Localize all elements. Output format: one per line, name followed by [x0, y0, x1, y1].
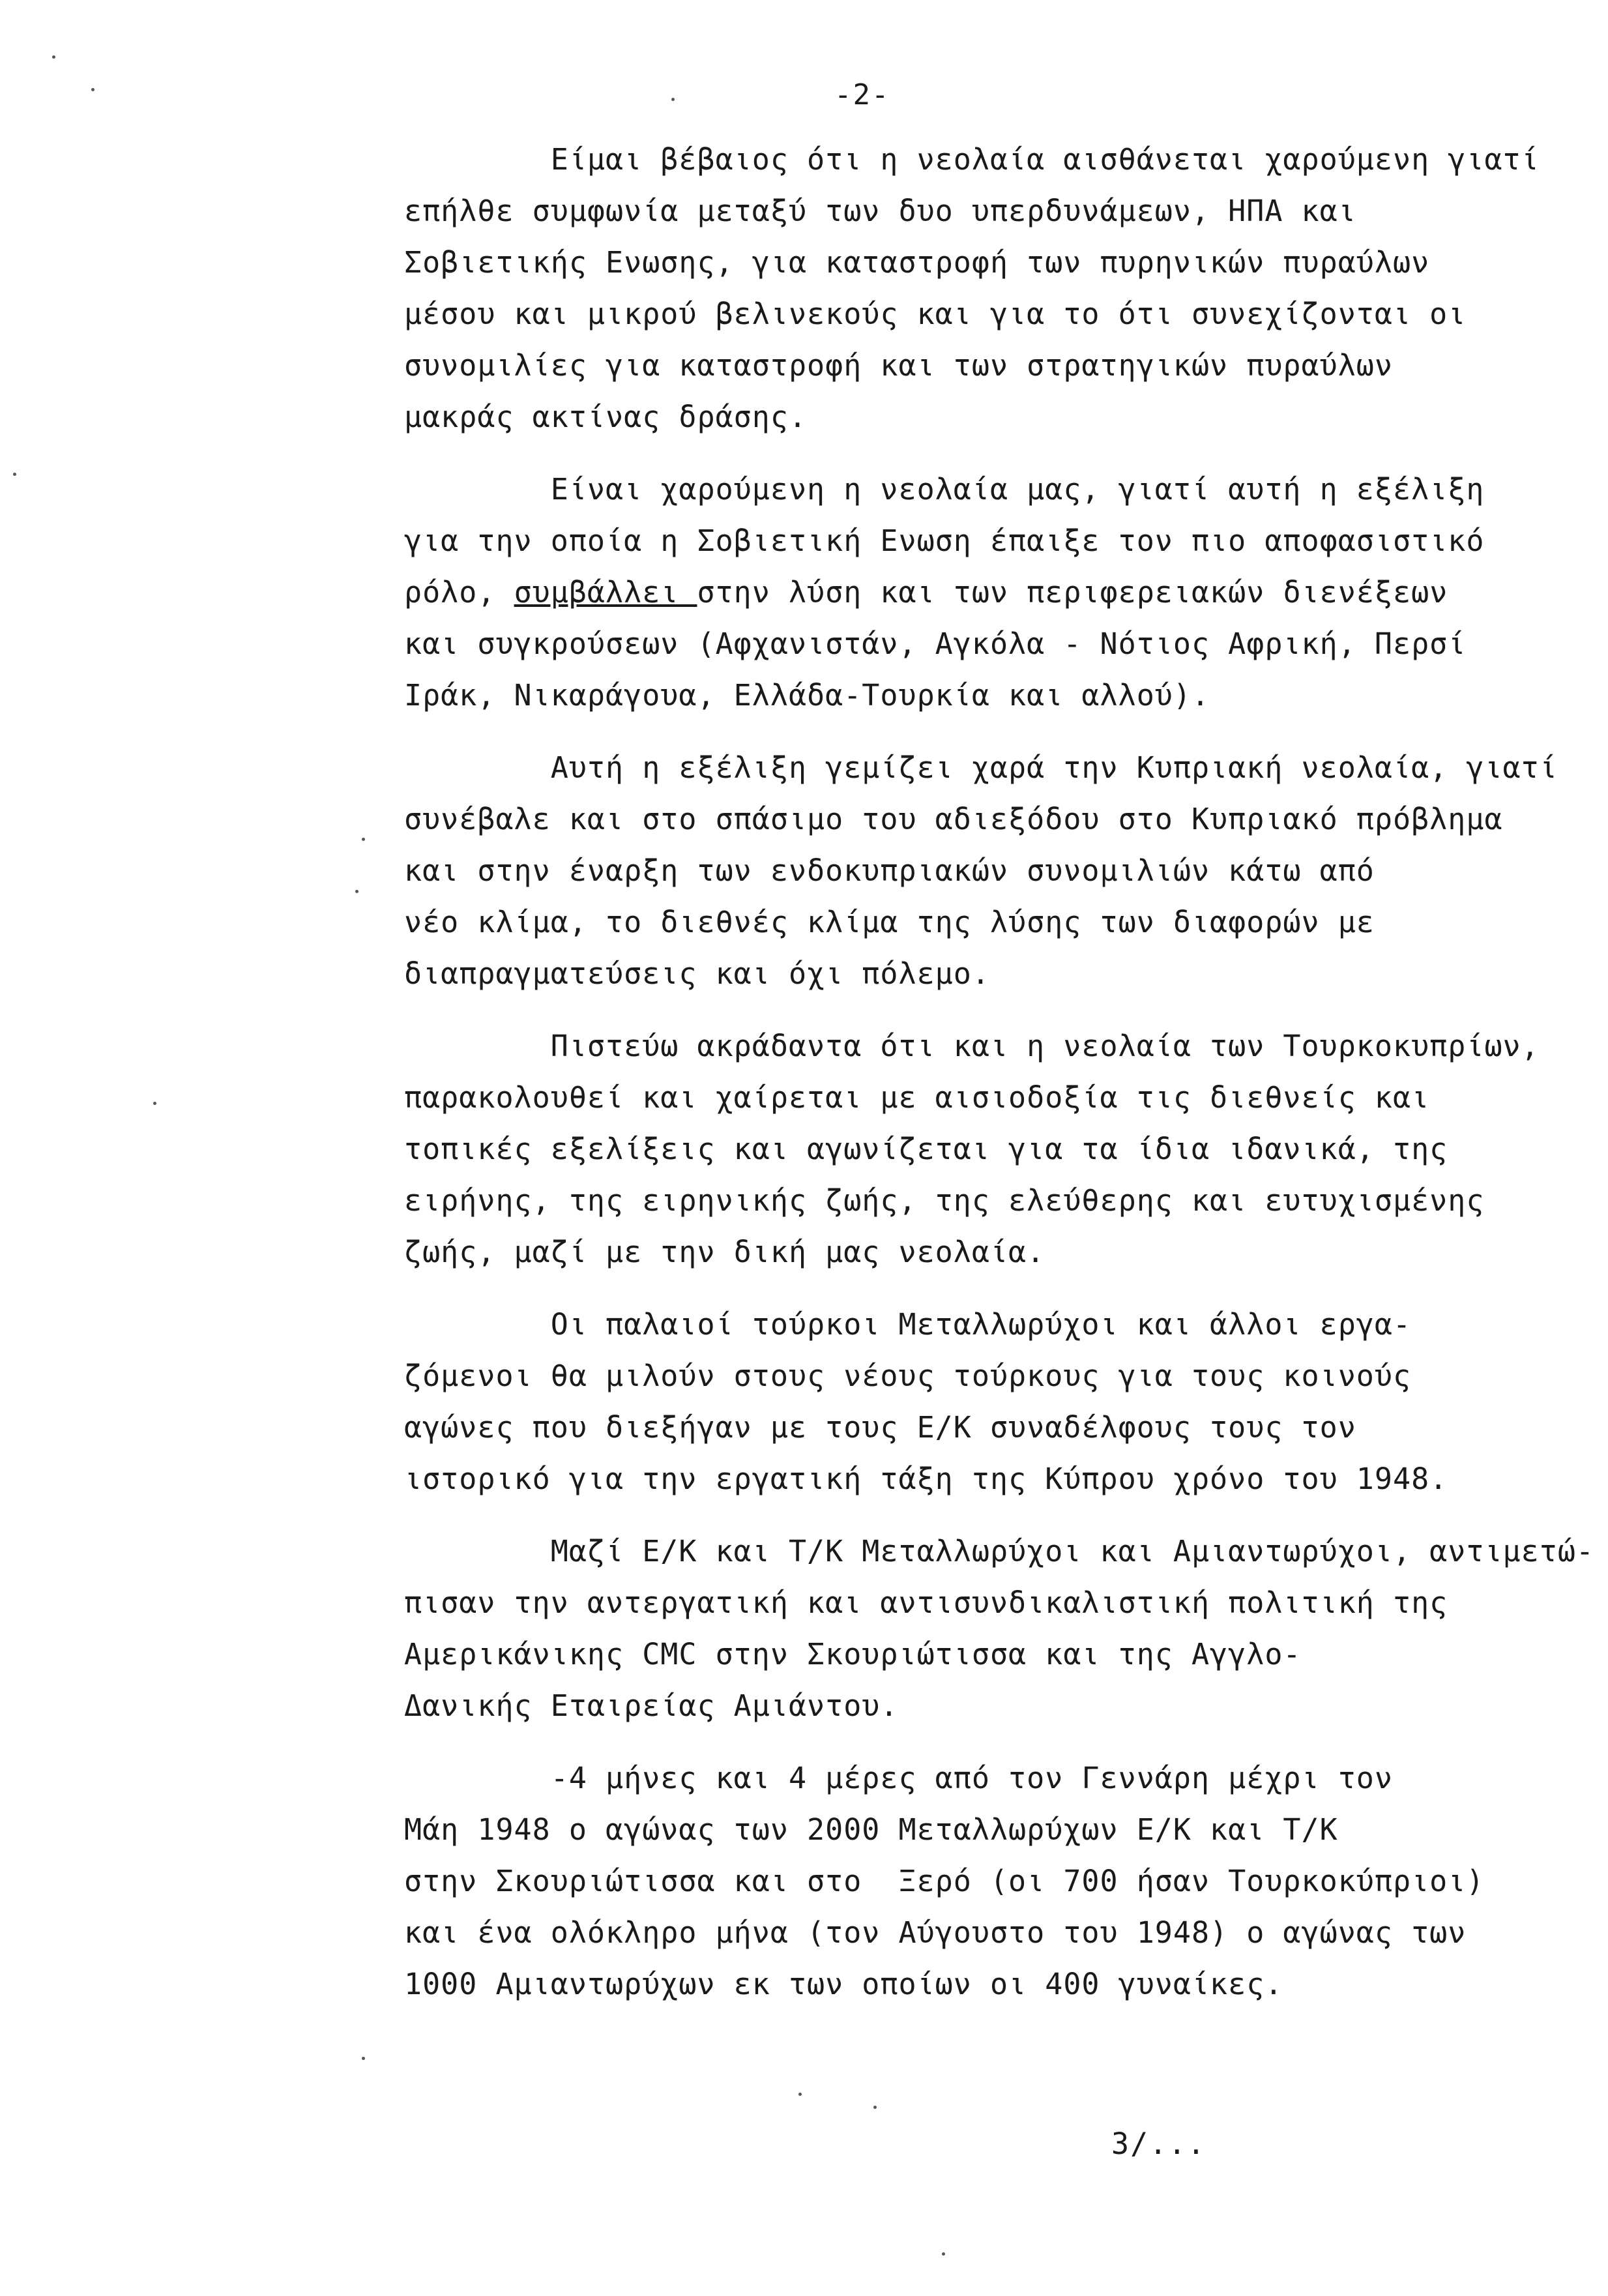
text-line: ειρήνης, της ειρηνικής ζωής, της ελεύθερης και ευτυχισμένης: [404, 1183, 1485, 1218]
text-line: μακράς ακτίνας δράσης.: [404, 400, 808, 434]
text-line: επήλθε συμφωνία μεταξύ των δυο υπερδυνάμεων, ΗΠΑ και: [404, 194, 1356, 228]
line-suffix: στην λύση και των περιφερειακών διενέξεων: [697, 575, 1448, 610]
text-line: Μαζί Ε/Κ και Τ/Κ Μεταλλωρύχοι και Αμιαντωρύχοι, αντιμετώ-: [404, 1534, 1594, 1568]
text-line: τοπικές εξελίξεις και αγωνίζεται για τα ίδια ιδανικά, της: [404, 1132, 1448, 1166]
text-line: Είμαι βέβαιος ότι η νεολαία αισθάνεται χαρούμενη γιατί: [404, 142, 1540, 177]
paragraph-7: [404, 1752, 1590, 2010]
paragraph-3: [404, 742, 1590, 999]
text-line: Σοβιετικής Ενωσης, για καταστροφή των πυρηνικών πυραύλων: [404, 245, 1430, 280]
continuation-marker: 3/...: [1111, 2127, 1206, 2161]
text-line: συνέβαλε και στο σπάσιμο του αδιεξόδου στο Κυπριακό πρόβλημα: [404, 802, 1503, 836]
text-line: Πιστεύω ακράδαντα ότι και η νεολαία των Τουρκοκυπρίων,: [404, 1029, 1540, 1063]
paragraph-5: [404, 1299, 1590, 1505]
scan-speck: [13, 473, 16, 476]
scan-speck: [942, 2252, 945, 2256]
page-number: -2-: [834, 78, 890, 111]
paragraph-2: [404, 464, 1590, 721]
scan-speck: [362, 838, 365, 841]
underlined-word: συμβάλλει: [514, 575, 697, 610]
text-line: Οι παλαιοί τούρκοι Μεταλλωρύχοι και άλλοι εργα-: [404, 1307, 1412, 1342]
scan-speck: [671, 98, 675, 101]
text-line: και στην έναρξη των ενδοκυπριακών συνομιλιών κάτω από: [404, 853, 1375, 888]
text-line: Αμερικάνικης CMC στην Σκουριώτισσα και της Αγγλο-: [404, 1637, 1302, 1671]
text-line: και ένα ολόκληρο μήνα (τον Αύγουστο του 1948) ο αγώνας των: [404, 1915, 1467, 1950]
text-line: ιστορικό για την εργατική τάξη της Κύπρου χρόνο του 1948.: [404, 1462, 1448, 1496]
text-line: ζωής, μαζί με την δική μας νεολαία.: [404, 1235, 1045, 1269]
text-line: νέο κλίμα, το διεθνές κλίμα της λύσης των διαφορών με: [404, 905, 1375, 939]
text-line: -4 μήνες και 4 μέρες από τον Γεννάρη μέχρι τον: [404, 1761, 1393, 1795]
text-line: μέσου και μικρού βελινεκούς και για το ότι συνεχίζονται οι: [404, 297, 1467, 331]
text-line-with-underline: [404, 567, 1590, 618]
document-body: [404, 134, 1594, 2031]
text-line: για την οποία η Σοβιετική Ενωση έπαιξε τον πιο αποφασιστικό: [404, 523, 1485, 558]
text-line: στην Σκουριώτισσα και στο Ξερό (οι 700 ήσαν Τουρκοκύπριοι): [404, 1864, 1485, 1898]
text-line: Ιράκ, Νικαράγουα, Ελλάδα-Τουρκία και αλλού).: [404, 678, 1210, 713]
text-line: Είναι χαρούμενη η νεολαία μας, γιατί αυτή η εξέλιξη: [404, 472, 1485, 507]
scan-speck: [52, 55, 55, 59]
text-line: παρακολουθεί και χαίρεται με αισιοδοξία τις διεθνείς και: [404, 1080, 1430, 1115]
text-line: 1000 Αμιαντωρύχων εκ των οποίων οι 400 γυναίκες.: [404, 1967, 1283, 2001]
text-line: Μάη 1948 ο αγώνας των 2000 Μεταλλωρύχων Ε/Κ και Τ/Κ: [404, 1812, 1338, 1847]
scan-speck: [153, 1102, 156, 1105]
text-line: Δανικής Εταιρείας Αμιάντου.: [404, 1688, 899, 1723]
text-line: διαπραγματεύσεις και όχι πόλεμο.: [404, 956, 990, 991]
scan-speck: [873, 2106, 877, 2109]
paragraph-4: [404, 1020, 1590, 1278]
text-line: και συγκρούσεων (Αφχανιστάν, Αγκόλα - Νότιος Αφρική, Περσί: [404, 626, 1467, 661]
scan-speck: [362, 2057, 365, 2060]
text-line: Αυτή η εξέλιξη γεμίζει χαρά την Κυπριακή νεολαία, γιατί: [404, 750, 1558, 785]
text-line: πισαν την αντεργατική και αντισυνδικαλιστική πολιτική της: [404, 1585, 1448, 1620]
text-line: αγώνες που διεξήγαν με τους Ε/Κ συναδέλφους τους τον: [404, 1410, 1356, 1445]
scan-speck: [355, 890, 358, 893]
text-line: ζόμενοι θα μιλούν στους νέους τούρκους για τους κοινούς: [404, 1359, 1412, 1393]
line-prefix: ρόλο,: [404, 575, 514, 610]
paragraph-1: [404, 134, 1590, 443]
text-line: συνομιλίες για καταστροφή και των στρατηγικών πυραύλων: [404, 348, 1393, 383]
paragraph-6: [404, 1525, 1594, 1731]
scan-speck: [798, 2093, 802, 2096]
scan-speck: [91, 88, 95, 91]
